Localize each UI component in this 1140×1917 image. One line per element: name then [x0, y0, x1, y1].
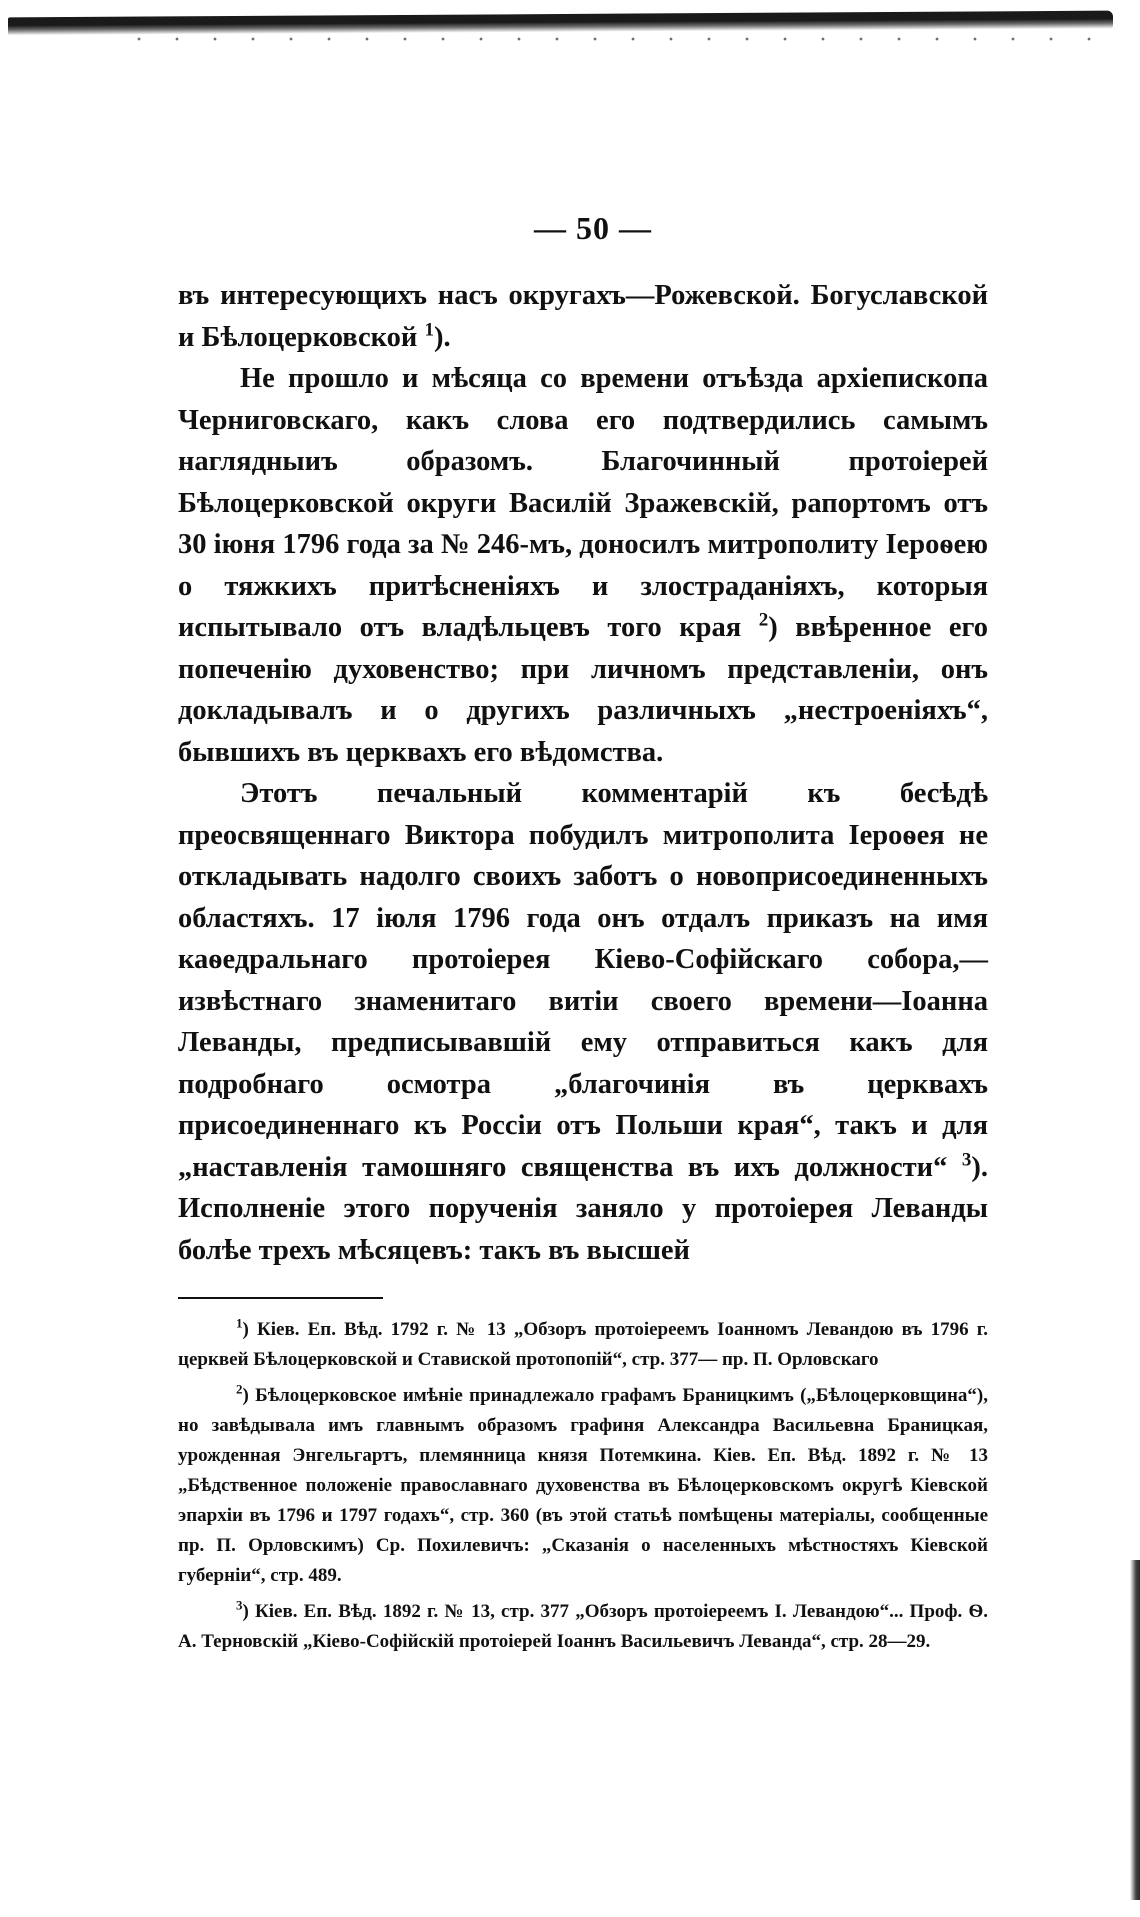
- footnote-ref-3: 3: [961, 1149, 972, 1170]
- scan-edge-top: [0, 0, 1140, 52]
- footnote-1: [178, 1315, 988, 1375]
- footnote-2-number: 2: [236, 1381, 243, 1397]
- paragraph-1-tail: ).: [433, 321, 451, 353]
- footnotes: [178, 1315, 988, 1657]
- footnote-2-text: ) Бѣлоцерковское имѣніе принадлежало графамъ Браницкимъ („Бѣлоцерковщина“), но завѣдывала имъ главнымъ образомъ графиня Александра Васильевна Браницкая, урожденная Энгельгартъ, племянница князя Потемкина. Кіев. Еп. Вѣд. 1892 г. № 13 „Бѣдственное положеніе православнаго духовенства въ Бѣлоцерковскомъ округѣ Кіевской эпархіи въ 1796 и 1797 годахъ“, стр. 360 (въ этой статьѣ помѣщены матеріалы, сообщенные пр. П. Орловскимъ) Ср. Похилевичъ: „Сказанія о населенныхъ мѣстностяхъ Кіевской губерніи“, стр. 489.: [178, 1385, 988, 1586]
- scan-edge-bar: [8, 11, 1113, 36]
- footnote-ref-2: 2: [758, 609, 769, 631]
- paragraph-2-tail: ) ввѣренное его попеченію духовенство; при личномъ представленіи, онъ докладывалъ и о другихъ различныхъ „нестроеніяхъ“, бывшихъ въ церквахъ его вѣдомства.: [178, 612, 989, 768]
- footnote-3-number: 3: [236, 1597, 243, 1613]
- scan-edge-right: [1130, 1560, 1140, 1900]
- paragraph-3-tail: ). Исполненіе этого порученія заняло у протоіерея Леванды болѣе трехъ мѣсяцевъ: такъ въ высшей: [178, 1151, 988, 1266]
- footnote-2: [178, 1381, 988, 1591]
- footnote-divider: [178, 1297, 383, 1299]
- paragraph-3: [178, 773, 988, 1271]
- page-number: — 50 —: [534, 210, 652, 246]
- paragraph-3-text: Этотъ печальный комментарій къ бесѣдѣ преосвященнаго Виктора побудилъ митрополита Іероѳея не откладывать надолго своихъ заботъ о новоприсоединенныхъ областяхъ. 17 іюля 1796 года онъ отдалъ приказъ на имя каѳедральнаго протоіерея Кіево-Софійскаго собора,—извѣстнаго знаменитаго витіи своего времени—Іоанна Леванды, предписывавшій ему отправиться какъ для подробнаго осмотра „благочинія въ церквахъ присоединеннаго къ Россіи отъ Польши края“, такъ и для „наставленія тамошняго священства въ ихъ должности“: [178, 778, 988, 1183]
- paragraph-2: [178, 358, 988, 773]
- book-page: [178, 210, 988, 1900]
- footnote-1-text: ) Кіев. Еп. Вѣд. 1792 г. № 13 „Обзоръ протоіереемъ Іоанномъ Левандою въ 1796 г. церквей Бѣлоцерковской и Ставиской протопопій“, стр. 377— пр. П. Орловскаго: [178, 1319, 988, 1370]
- footnote-ref-1: 1: [424, 319, 434, 340]
- footnote-3-text: ) Кіев. Еп. Вѣд. 1892 г. № 13, стр. 377 „Обзоръ протоіереемъ І. Левандою“... Проф. Ѳ. А. Терновскій „Кіево-Софійскій протоіерей Іоаннъ Васильевичъ Леванда“, стр. 28—29.: [178, 1601, 988, 1652]
- footnote-1-number: 1: [236, 1315, 243, 1331]
- scan-edge-speckles: [120, 36, 1100, 42]
- main-text: [178, 275, 988, 1271]
- paragraph-2-text: Не прошло и мѣсяца со времени отъѣзда архіепископа Черниговскаго, какъ слова его подтвердились самымъ наглядныиъ образомъ. Благочинный протоіерей Бѣлоцерковской округи Василій Зражевскій, рапортомъ отъ 30 іюня 1796 года за № 246-мъ, доносилъ митрополиту Іероѳею о тяжкихъ притѣсненіяхъ и злостраданіяхъ, которыя испытывало отъ владѣльцевъ того края: [178, 363, 988, 643]
- paragraph-1-text: въ интересующихъ насъ округахъ—Рожевской. Богуславской и Бѣлоцерковской: [178, 280, 988, 353]
- paragraph-1: [178, 275, 988, 358]
- footnote-3: [178, 1597, 988, 1657]
